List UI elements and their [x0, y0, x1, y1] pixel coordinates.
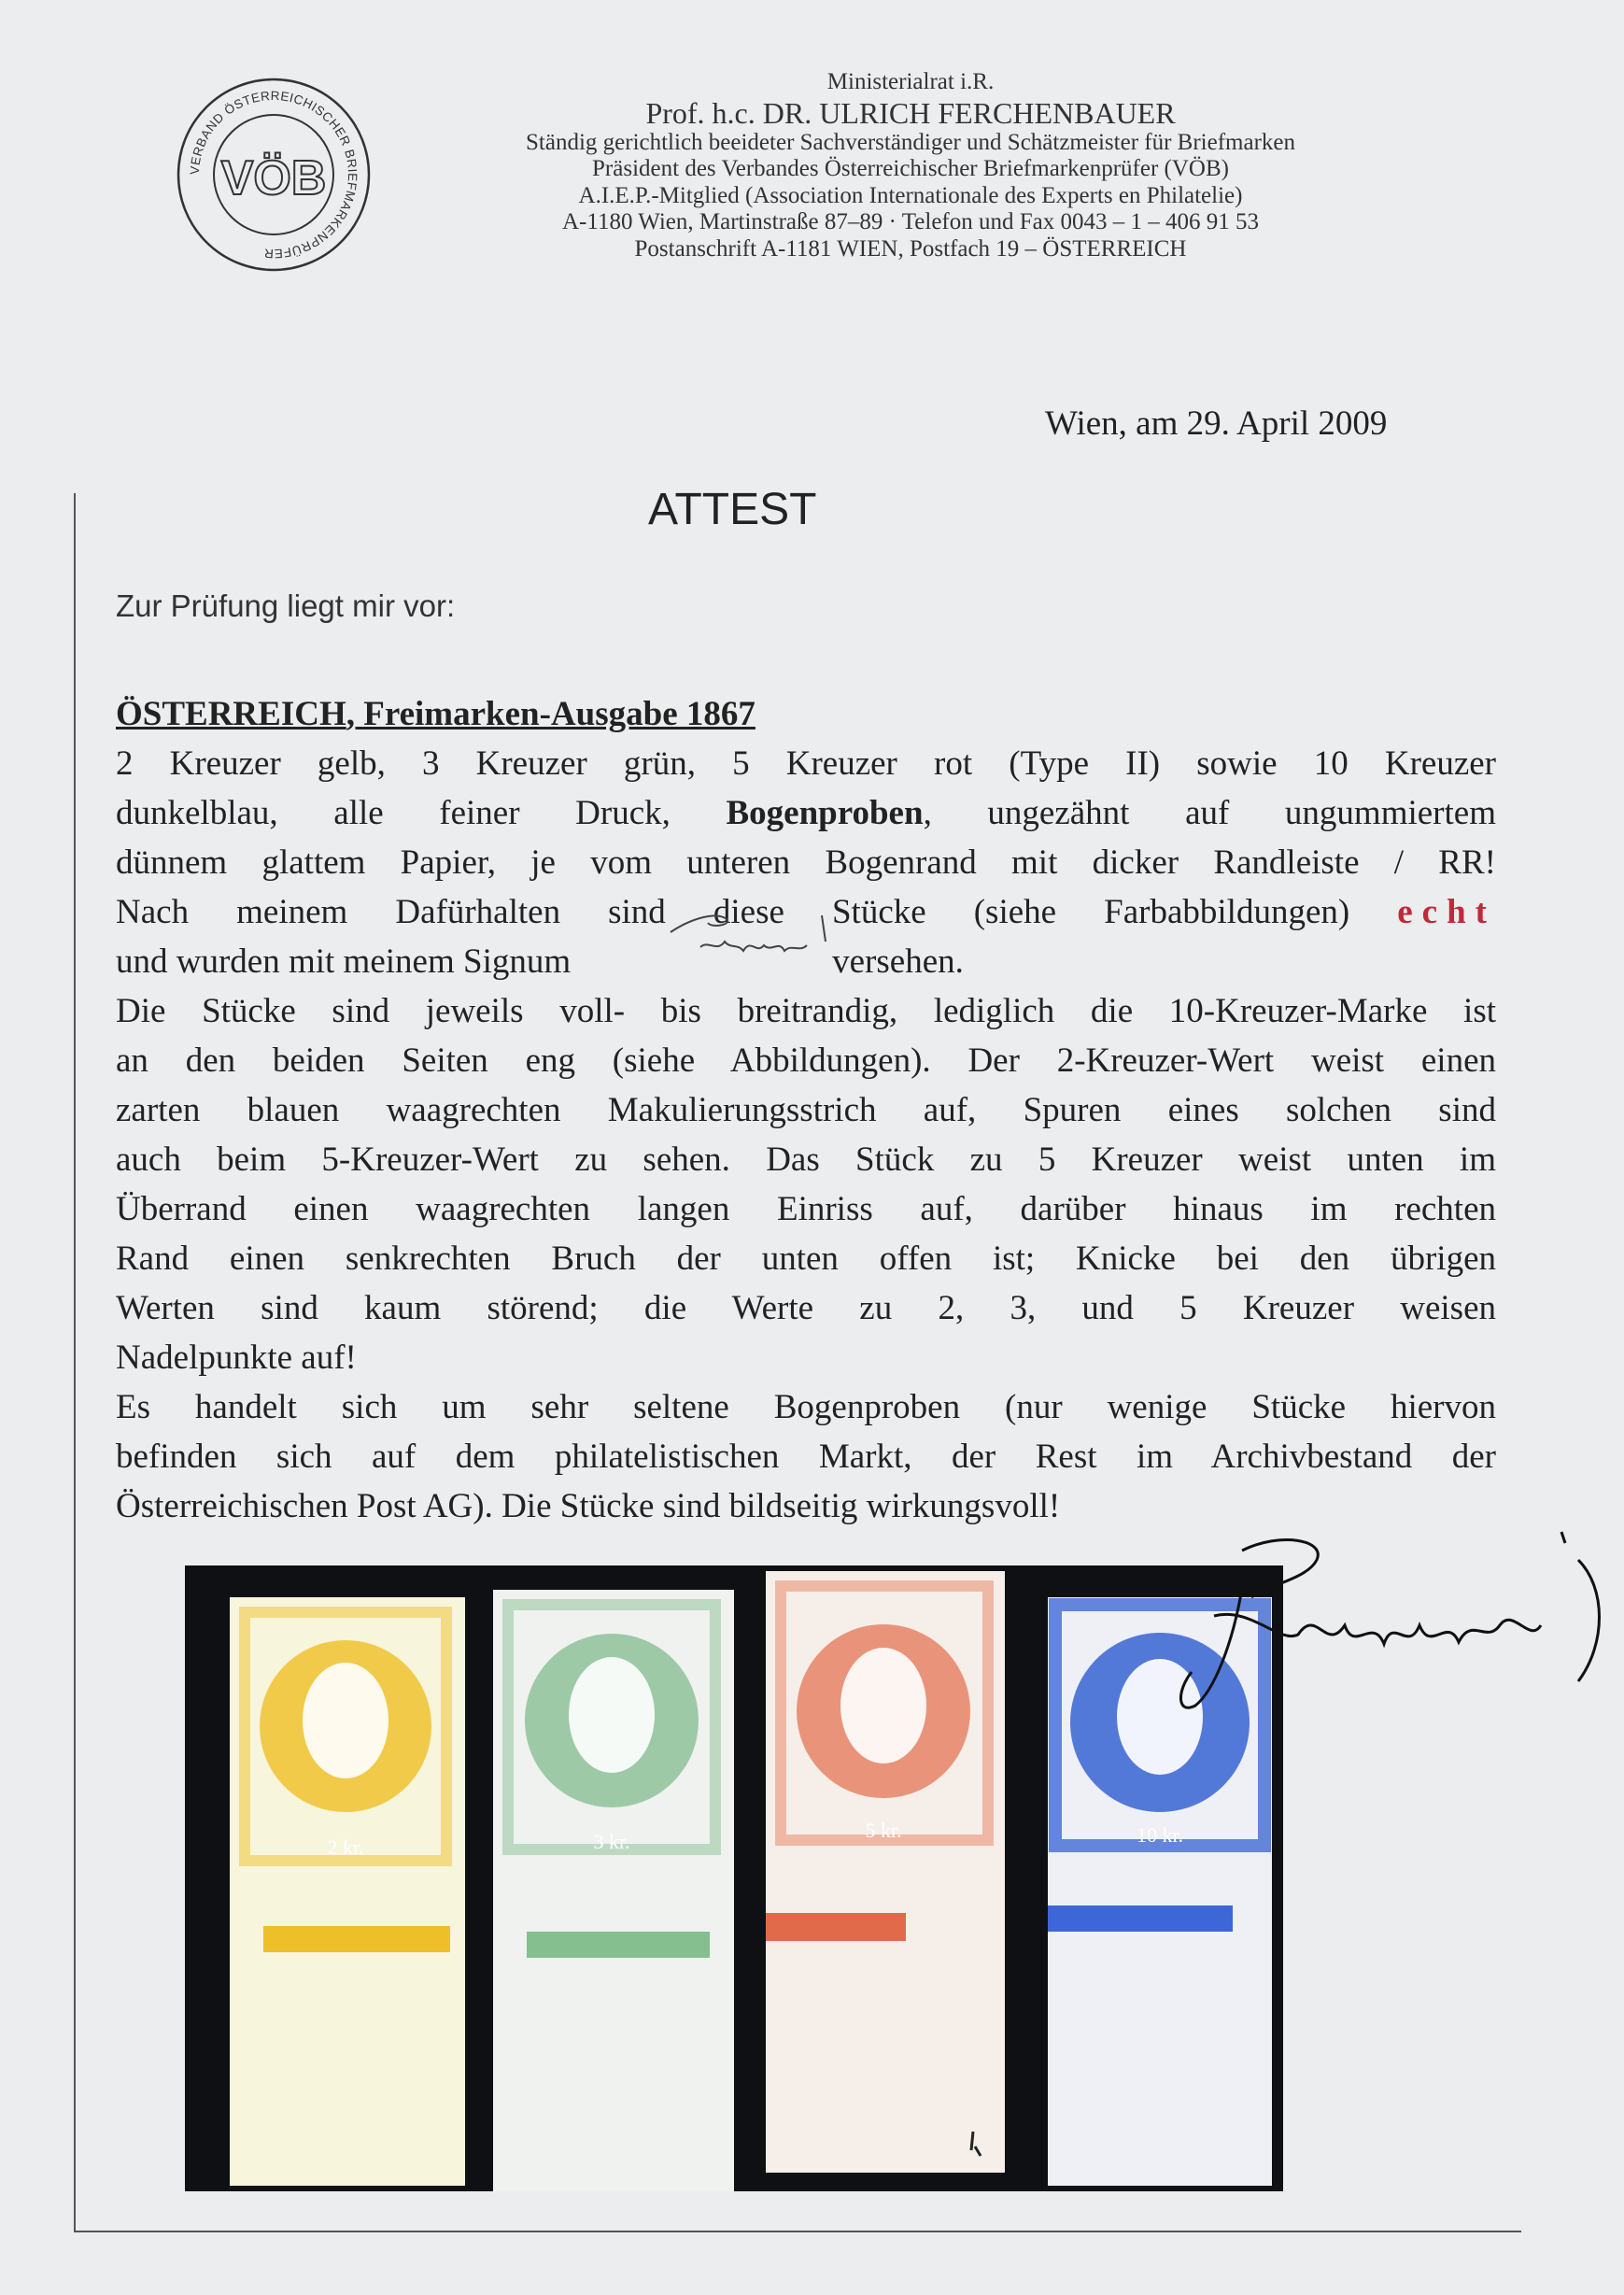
- letterhead-name: Prof. h.c. DR. ULRICH FERCHENBAUER: [645, 95, 1176, 130]
- heading-country: ÖSTERREICH: [116, 695, 346, 733]
- body-text: dunkelblau, alle feiner Druck,: [116, 794, 727, 832]
- body-line: Nadelpunkte auf!: [116, 1339, 357, 1377]
- frame-line-left: [74, 493, 76, 2232]
- body-heading: [116, 690, 1496, 739]
- stamp-value-label: 2 kr.: [327, 1835, 364, 1859]
- stamp-3-kreuzer: [493, 1590, 734, 2191]
- body-line: Überrand einen waagrechten langen Einriss auf, darüber hinaus im rechten: [116, 1190, 1496, 1228]
- stamp-2-kreuzer: [230, 1597, 465, 2186]
- body-bold-text: Bogenproben: [726, 794, 924, 832]
- emperor-portrait: [303, 1663, 388, 1778]
- voeb-seal: [176, 77, 372, 273]
- letterhead: [392, 69, 1429, 262]
- signum-mark: [665, 899, 872, 975]
- letterhead-address: A-1180 Wien, Martinstraße 87–89 · Telefon und Fax 0043 – 1 – 406 91 53: [562, 209, 1259, 234]
- seal-ring-text: VERBAND ÖSTERREICHISCHER BRIEFMARKENPRÜFER: [187, 88, 360, 262]
- body-text: , ungezähnt auf ungummiertem: [923, 794, 1496, 832]
- echt-verdict: echt: [1397, 893, 1496, 931]
- expert-signature: [1139, 1495, 1624, 1709]
- letterhead-rank: Ministerialrat i.R.: [826, 69, 995, 94]
- issue-date: Wien, am 29. April 2009: [1045, 404, 1388, 443]
- heading-rest: , Freimarken-Ausgabe 1867: [346, 695, 756, 733]
- body-line: Es handelt sich um sehr seltene Bogenproben (nur wenige Stücke hiervon: [116, 1388, 1496, 1426]
- letterhead-line: Präsident des Verbandes Österreichischer Briefmarkenprüfer (VÖB): [592, 156, 1229, 181]
- body-line: 2 Kreuzer gelb, 3 Kreuzer grün, 5 Kreuzer rot (Type II) sowie 10 Kreuzer: [116, 744, 1496, 783]
- margin-bar: [1048, 1905, 1233, 1932]
- body-line: [116, 789, 1496, 838]
- margin-bar: [766, 1913, 906, 1941]
- letterhead-line: Ständig gerichtlich beeideter Sachverständiger und Schätzmeister für Briefmarken: [526, 129, 1295, 155]
- frame-line-bottom: [74, 2231, 1521, 2232]
- margin-bar: [263, 1926, 450, 1952]
- letterhead-line: A.I.E.P.-Mitglied (Association Internationale des Experts en Philatelie): [578, 182, 1243, 208]
- stamp-value-label: 3 kr.: [593, 1830, 630, 1853]
- intro-text: Zur Prüfung liegt mir vor:: [116, 588, 456, 623]
- emperor-portrait: [569, 1657, 655, 1773]
- stamp-5-kreuzer: [766, 1571, 1005, 2173]
- body-text: Nach meinem Dafürhalten sind diese Stücke (siehe Farbabbildungen): [116, 893, 1398, 931]
- stamp-value-label: 10 kr.: [1136, 1823, 1184, 1847]
- body-line: Werten sind kaum störend; die Werte zu 2, 3, und 5 Kreuzer weisen: [116, 1289, 1496, 1327]
- letterhead-postal: Postanschrift A-1181 WIEN, Postfach 19 – ÖSTERREICH: [634, 235, 1187, 262]
- document-title: ATTEST: [648, 485, 817, 534]
- body-text: versehen.: [832, 942, 964, 981]
- body-line: dünnem glattem Papier, je vom unteren Bogenrand mit dicker Randleiste / RR!: [116, 843, 1496, 882]
- body-line: Rand einen senkrechten Bruch der unten offen ist; Knicke bei den übrigen: [116, 1240, 1496, 1278]
- body-line: an den beiden Seiten eng (siehe Abbildungen). Der 2-Kreuzer-Wert weist einen: [116, 1041, 1496, 1080]
- body-text: und wurden mit meinem Signum: [116, 942, 572, 981]
- body-line: Österreichischen Post AG). Die Stücke sind bildseitig wirkungsvoll!: [116, 1487, 1061, 1525]
- emperor-portrait: [840, 1648, 926, 1764]
- body-line: auch beim 5-Kreuzer-Wert zu sehen. Das Stück zu 5 Kreuzer weist unten im: [116, 1140, 1496, 1179]
- seal-monogram: VÖB: [220, 151, 327, 205]
- stamp-value-label: 5 kr.: [865, 1819, 902, 1842]
- body-line: befinden sich auf dem philatelistischen Markt, der Rest im Archivbestand der: [116, 1438, 1496, 1476]
- stamp-photo-panel: [185, 1565, 1283, 2191]
- body-line: zarten blauen waagrechten Makulierungsstrich auf, Spuren eines solchen sind: [116, 1091, 1496, 1129]
- margin-bar: [527, 1932, 710, 1958]
- body-line: Die Stücke sind jeweils voll- bis breitrandig, lediglich die 10-Kreuzer-Marke ist: [116, 992, 1496, 1030]
